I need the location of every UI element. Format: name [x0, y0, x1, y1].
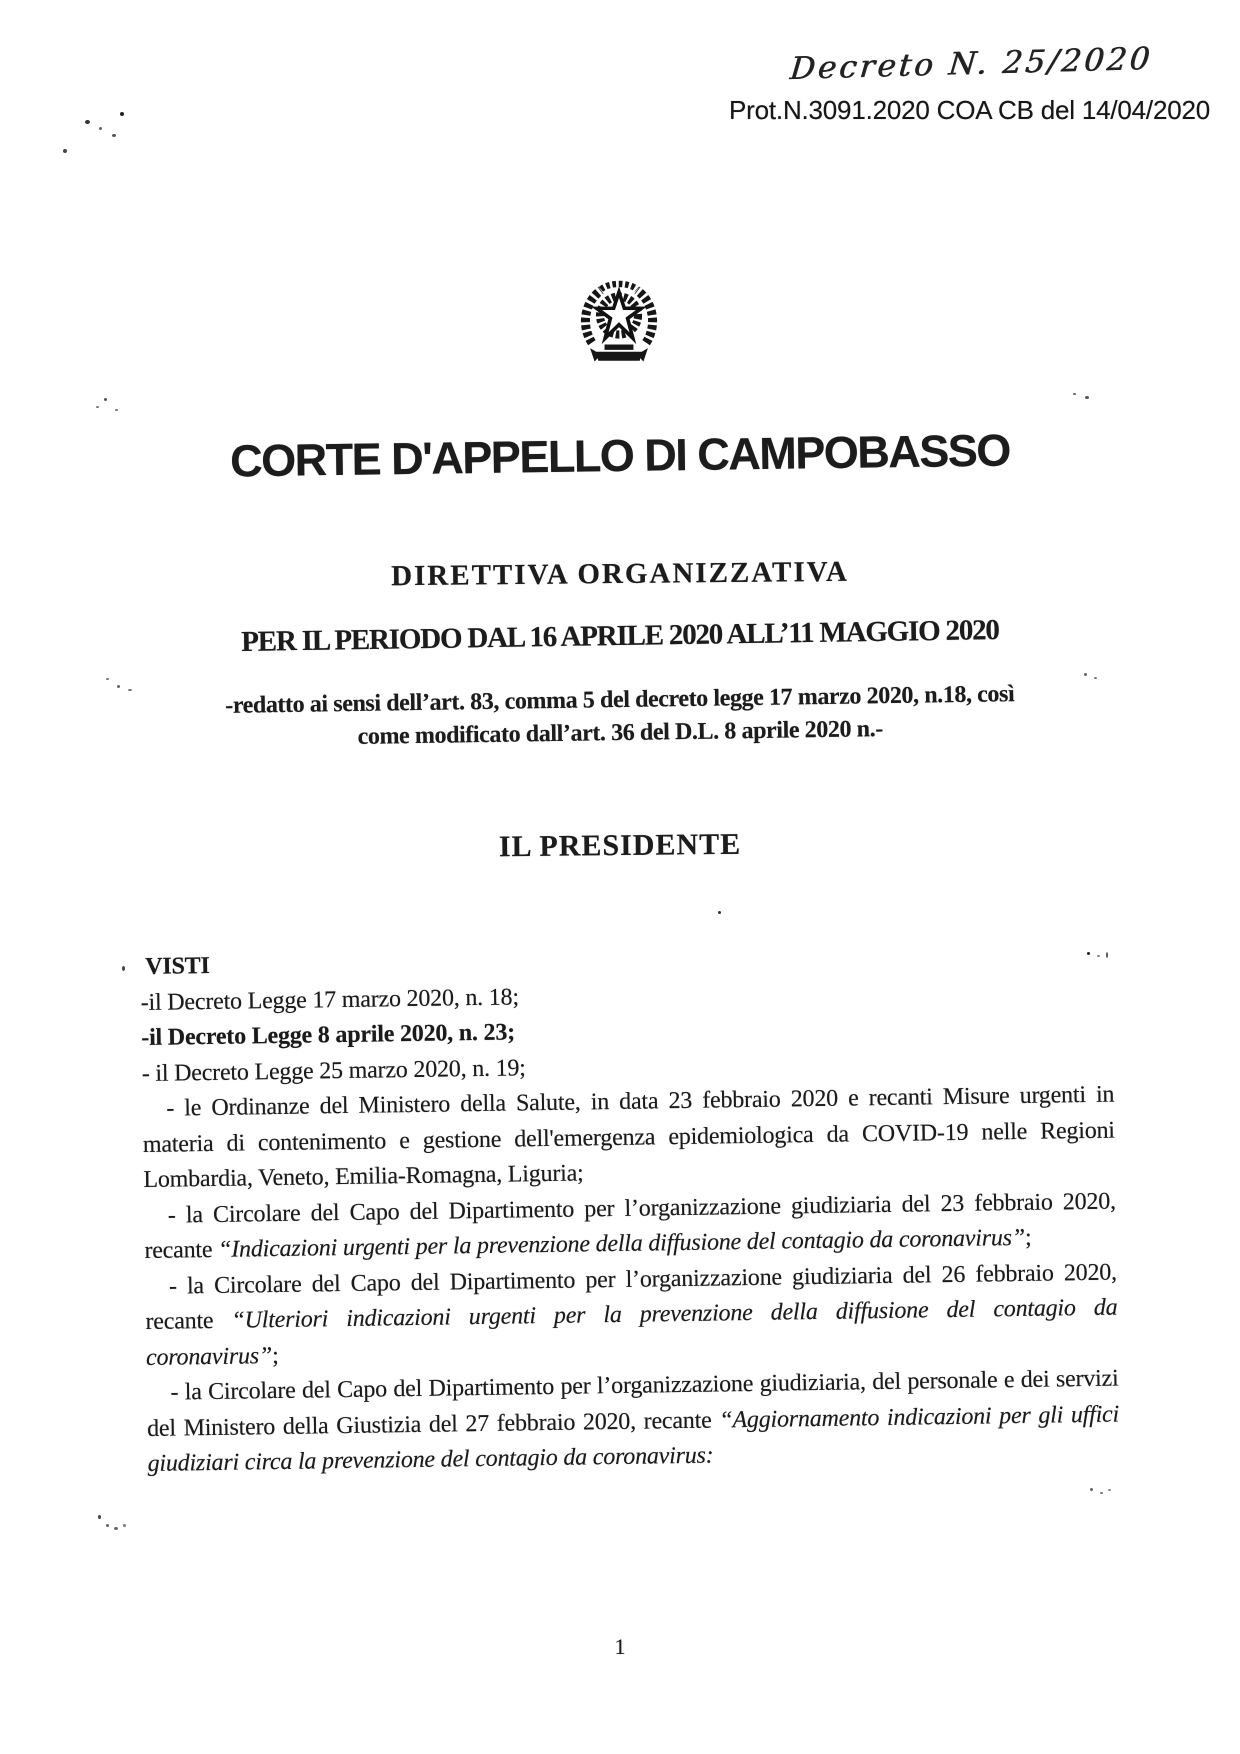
recital-text-run: - la Circolare del Capo del Dipartimento per l’organizzazione giudiziaria del 26 febbraio 2020, recante	[145, 1259, 1118, 1335]
legal-basis-line-1: -redatto ai sensi dell’art. 83, comma 5 del decreto legge 17 marzo 2020, n.18, così	[225, 681, 1015, 719]
recital-text-run: “Indicazioni urgenti per la prevenzione della diffusione del contagio da coronavirus”	[217, 1224, 1026, 1263]
recital-text-run: “Ulteriori indicazioni urgenti per la prevenzione della diffusione del contagio da coronavirus”	[145, 1294, 1118, 1371]
document-type-heading: DIRETTIVA ORGANIZZATIVA	[390, 555, 850, 593]
scan-speckle	[1084, 673, 1087, 676]
court-title: CORTE D'APPELLO DI CAMPOBASSO	[229, 424, 1011, 487]
scan-speckle	[1108, 1489, 1111, 1491]
scan-speckle	[99, 127, 102, 130]
legal-basis-note	[120, 677, 1121, 758]
scan-speckle	[1073, 393, 1076, 395]
page-number: 1	[614, 1634, 626, 1659]
scan-speckle	[1090, 1488, 1093, 1491]
recital-text-run: - le Ordinanze del Ministero della Salute, in data 23 febbraio 2020 e recanti Misure urgenti in materia di contenimento e gestione dell'emergenza epidemiologica da COVID-19 nelle Regioni Lombardia, Veneto, Emilia-Romagna, Liguria;	[142, 1081, 1115, 1193]
recital-text-run: - il Decreto Legge 25 marzo 2020, n. 19;	[141, 1054, 526, 1087]
scan-speckle	[63, 149, 67, 153]
scan-speckle	[104, 398, 107, 401]
period-heading: PER IL PERIODO DAL 16 APRILE 2020 ALL’11 MAGGIO 2020	[241, 614, 999, 658]
recital-paragraph	[142, 1078, 1115, 1199]
italian-republic-emblem-icon	[573, 274, 665, 368]
scan-speckle	[85, 120, 90, 124]
recital-text-run: - la Circolare del Capo del Dipartimento per l’organizzazione giudiziaria, del personale e dei servizi del Ministero della Giustizia del 27 febbraio 2020, recante	[146, 1365, 1119, 1442]
scan-speckle	[1085, 396, 1089, 399]
scan-speckle	[98, 1515, 101, 1519]
scan-speckle	[128, 689, 132, 691]
scan-speckle	[122, 966, 125, 971]
recital-text-run: ;	[271, 1342, 279, 1369]
scan-speckle	[1100, 1492, 1103, 1494]
scan-speckle	[114, 1527, 118, 1530]
scan-speckle	[106, 678, 109, 680]
scan-speckle	[1106, 952, 1108, 958]
recital-text-run: - la Circolare del Capo del Dipartimento per l’organizzazione giudiziaria del 23 febbraio 2020, recante	[144, 1188, 1117, 1264]
recital-paragraph	[144, 1184, 1117, 1269]
scan-speckle	[1087, 952, 1090, 955]
recitals-list	[141, 971, 1120, 1482]
scan-speckle	[115, 409, 118, 411]
scan-speckle	[106, 1524, 109, 1527]
scan-speckle	[718, 911, 721, 914]
scan-speckle	[112, 134, 116, 137]
recital-paragraph	[146, 1362, 1119, 1483]
protocol-number: Prot.N.3091.2020 COA CB del 14/04/2020	[729, 95, 1210, 125]
scan-speckle	[120, 112, 124, 116]
recital-text-run: “Aggiornamento indicazioni per gli uffici giudiziari circa la prevenzione del contagio da coronavirus:	[147, 1401, 1120, 1477]
scan-speckle	[1097, 955, 1100, 957]
recital-text-run: -il Decreto Legge 8 aprile 2020, n. 23;	[141, 1019, 516, 1051]
visti-heading: VISTI	[145, 952, 210, 980]
recital-text-run: ;	[1024, 1224, 1032, 1251]
scan-speckle	[1094, 677, 1097, 679]
president-heading: IL PRESIDENTE	[498, 827, 742, 864]
handwritten-decree-number: Decreto N. 25/2020	[788, 40, 1154, 88]
legal-basis-line-2: come modificato dall’art. 36 del D.L. 8 aprile 2020 n.-	[357, 716, 884, 750]
scan-speckle	[117, 685, 120, 688]
recital-text-run: -il Decreto Legge 17 marzo 2020, n. 18;	[140, 983, 520, 1016]
scan-speckle	[123, 1524, 126, 1527]
recitals-section	[140, 936, 1120, 1483]
scan-speckle	[96, 406, 99, 408]
recital-paragraph	[145, 1255, 1118, 1376]
